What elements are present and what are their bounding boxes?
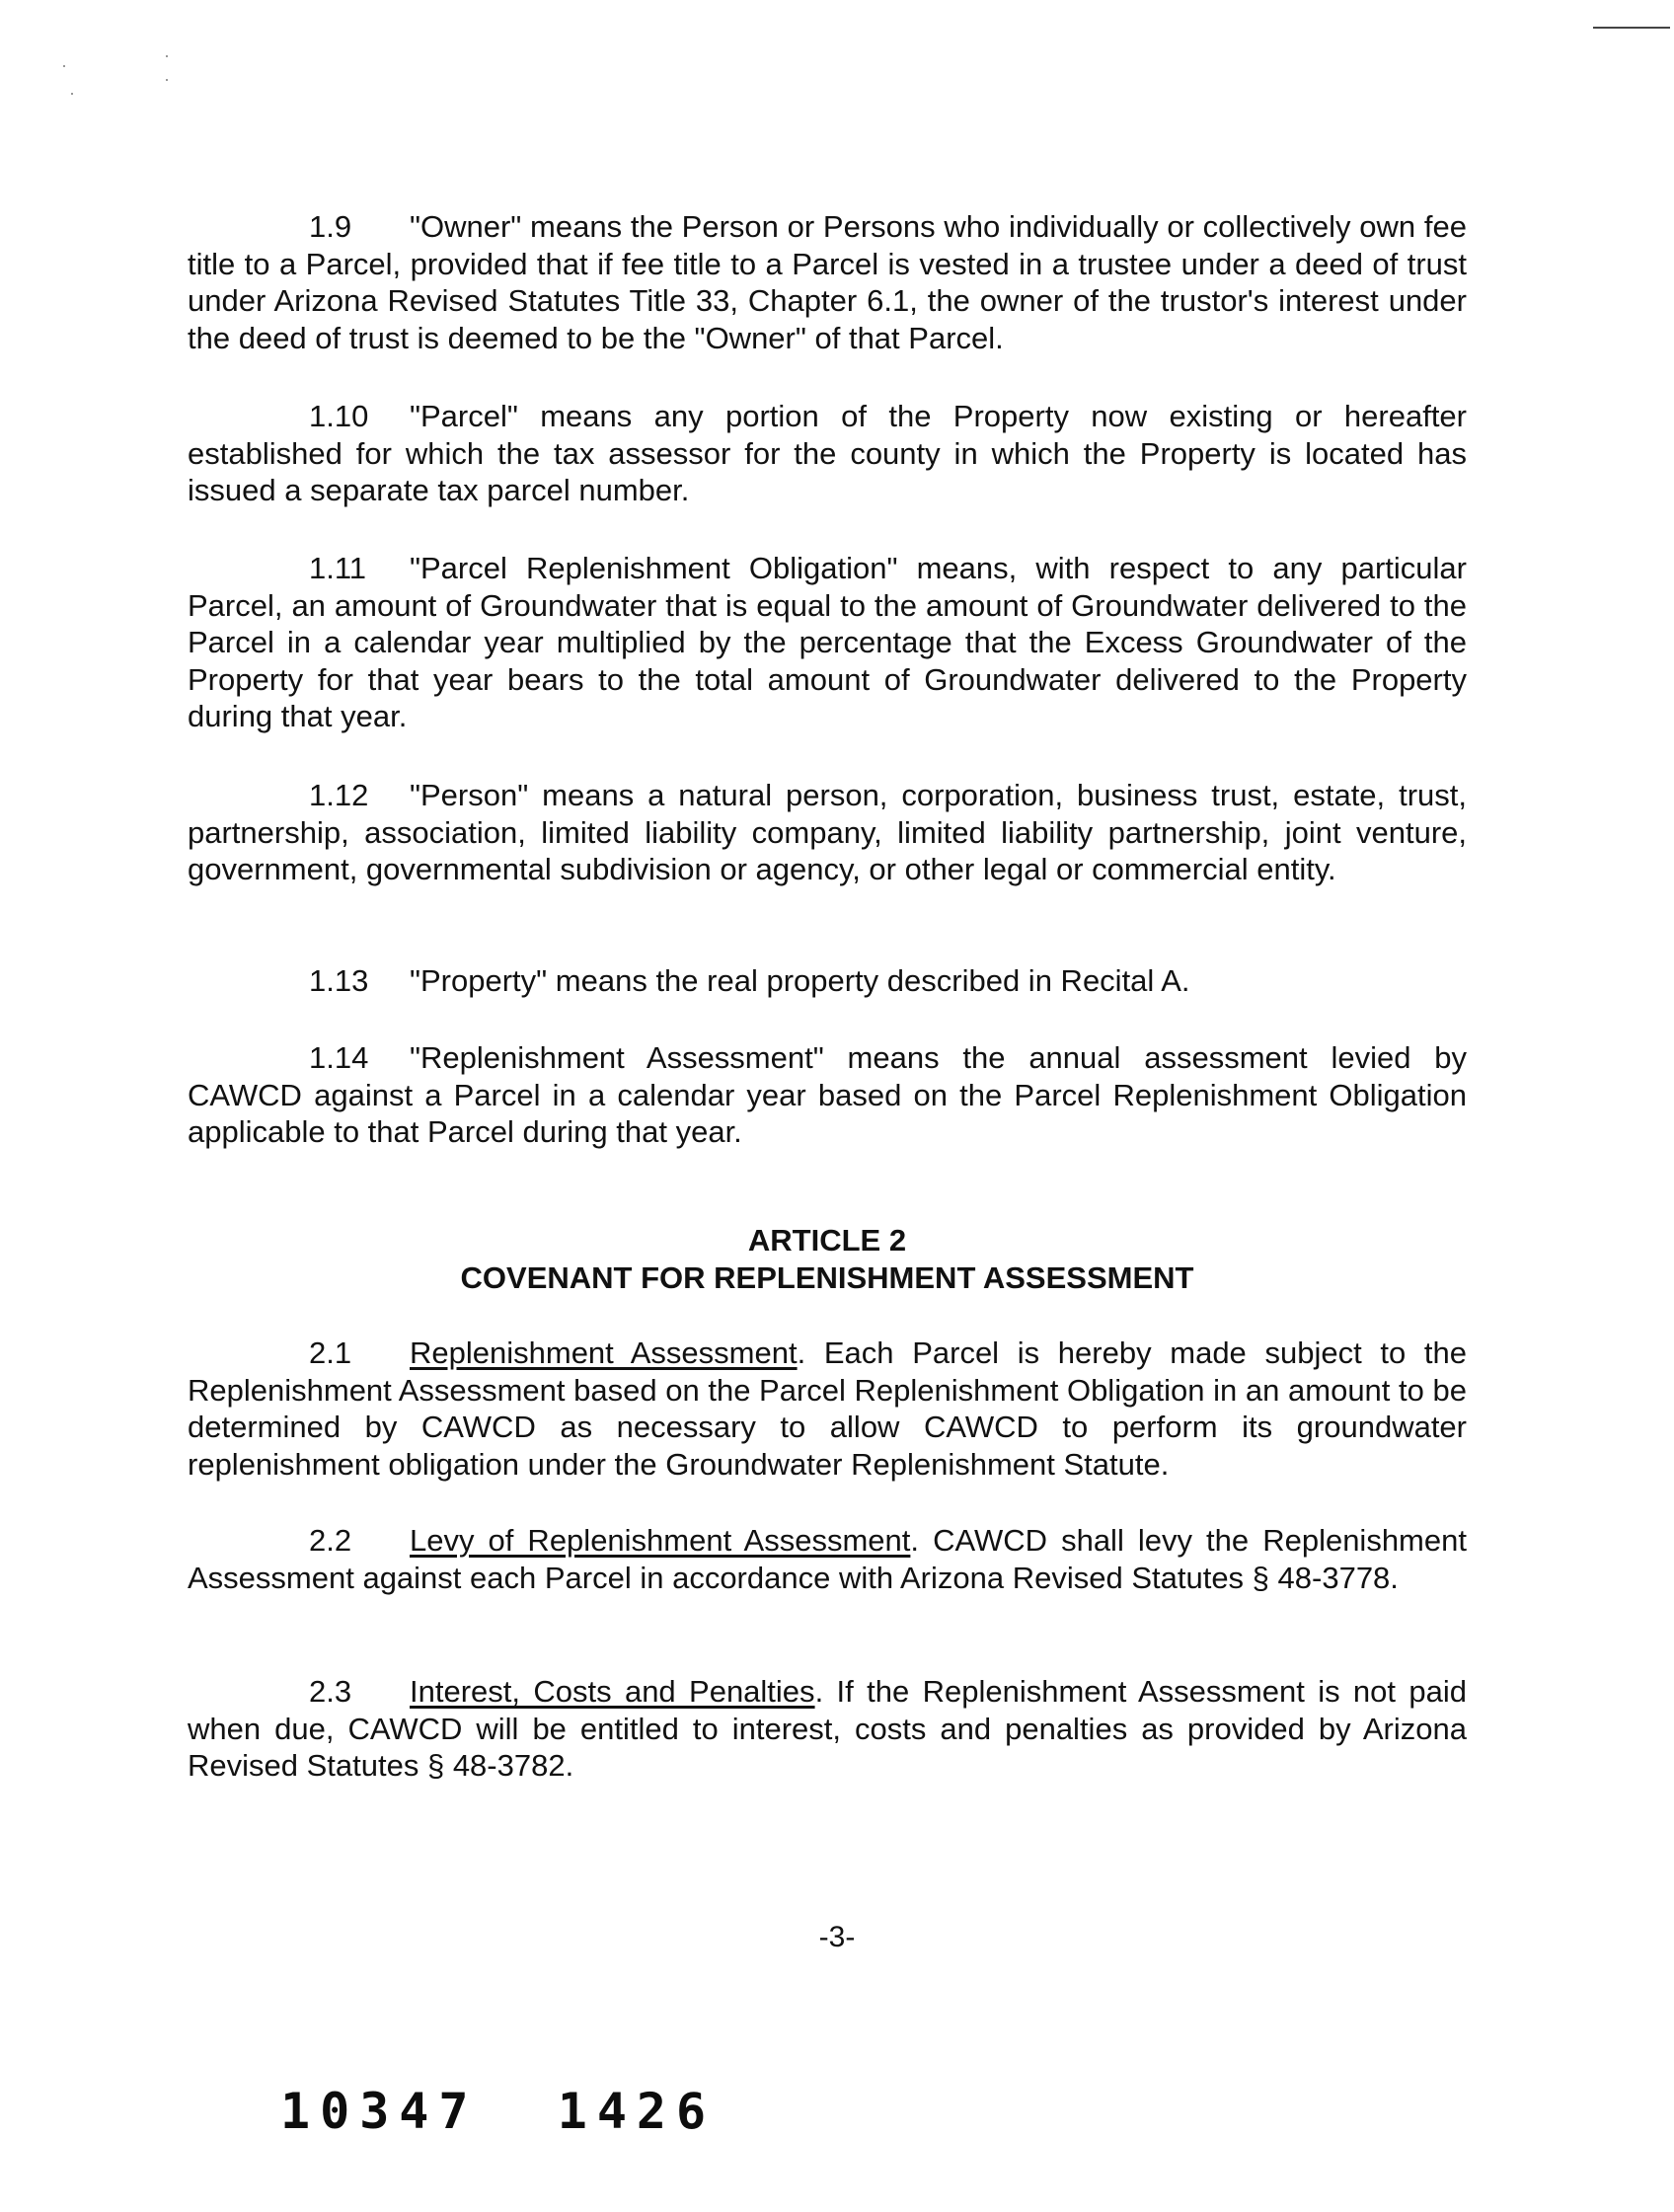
section-2-1 <box>188 1335 1467 1483</box>
section-text: "Parcel" means any portion of the Property now existing or hereafter established for which the tax assessor for the county in which the Property is located has issued a separate tax parcel number. <box>188 399 1467 507</box>
scan-speck <box>166 55 168 57</box>
definition-1-12 <box>188 777 1467 888</box>
heading-period: . <box>910 1523 920 1558</box>
section-text: Each Parcel is hereby made subject to the Replenishment Assessment based on the Parcel Replenishment Obligation in an amount to be determined by CAWCD as necessary to allow CAWCD to perform its groundwater replenishment obligation under the Groundwater Replenishment Statute. <box>188 1335 1467 1482</box>
scan-speck <box>71 93 73 95</box>
section-number: 1.11 <box>309 551 367 585</box>
section-text: "Owner" means the Person or Persons who individually or collectively own fee title to a Parcel, provided that if fee title to a Parcel is vested in a trustee under a deed of trust under Arizona Revised Statutes Title 33, Chapter 6.1, the owner of the trustor's interest under the deed of trust is deemed to be the "Owner" of that Parcel. <box>188 209 1467 355</box>
definition-1-9 <box>188 208 1467 356</box>
section-number: 1.14 <box>309 1040 369 1075</box>
section-2-3 <box>188 1673 1467 1785</box>
article-label: ARTICLE 2 <box>747 1223 907 1258</box>
section-heading: Levy of Replenishment Assessment <box>410 1523 911 1558</box>
article-title: COVENANT FOR REPLENISHMENT ASSESSMENT <box>460 1260 1194 1295</box>
section-text: If the Replenishment Assessment is not paid when due, CAWCD will be entitled to interest, costs and penalties as provided by Arizona Revised Statutes § 48-3782. <box>188 1674 1467 1783</box>
section-2-2 <box>188 1522 1467 1596</box>
page-number: -3- <box>818 1921 856 1953</box>
section-number: 1.12 <box>309 778 369 812</box>
heading-period: . <box>814 1674 824 1709</box>
section-number: 2.1 <box>309 1335 352 1370</box>
heading-period: . <box>797 1335 806 1370</box>
section-number: 1.10 <box>309 399 369 433</box>
scan-speck <box>63 65 65 67</box>
article-heading <box>188 1222 1467 1297</box>
section-text: "Property" means the real property described in Recital A. <box>410 963 1190 998</box>
section-text: CAWCD shall levy the Replenishment Assessment against each Parcel in accordance with Arizona Revised Statutes § 48-3778. <box>188 1523 1467 1595</box>
section-heading: Interest, Costs and Penalties <box>410 1674 815 1709</box>
section-number: 1.13 <box>309 963 369 998</box>
definition-1-14 <box>188 1039 1467 1151</box>
section-number: 1.9 <box>309 209 352 244</box>
scan-speck <box>166 79 168 81</box>
section-text: "Person" means a natural person, corporation, business trust, estate, trust, partnership, association, limited liability company, limited liability partnership, joint venture, government, governmental subdivision or agency, or other legal or commercial entity. <box>188 778 1467 886</box>
section-text: "Replenishment Assessment" means the annual assessment levied by CAWCD against a Parcel in a calendar year based on the Parcel Replenishment Obligation applicable to that Parcel during that year. <box>188 1040 1467 1149</box>
recording-stamp: 10347 1426 <box>280 2083 717 2140</box>
definition-1-10 <box>188 398 1467 509</box>
section-heading: Replenishment Assessment <box>410 1335 798 1370</box>
section-number: 2.2 <box>309 1523 352 1558</box>
definition-1-11 <box>188 550 1467 735</box>
definition-1-13 <box>188 962 1467 1000</box>
section-text: "Parcel Replenishment Obligation" means, with respect to any particular Parcel, an amount of Groundwater that is equal to the amount of Groundwater delivered to the Parcel in a calendar year multiplied by the percentage that the Excess Groundwater of the Property for that year bears to the total amount of Groundwater delivered to the Property during that year. <box>188 551 1467 733</box>
section-number: 2.3 <box>309 1674 352 1709</box>
scan-mark-line <box>1593 27 1670 29</box>
